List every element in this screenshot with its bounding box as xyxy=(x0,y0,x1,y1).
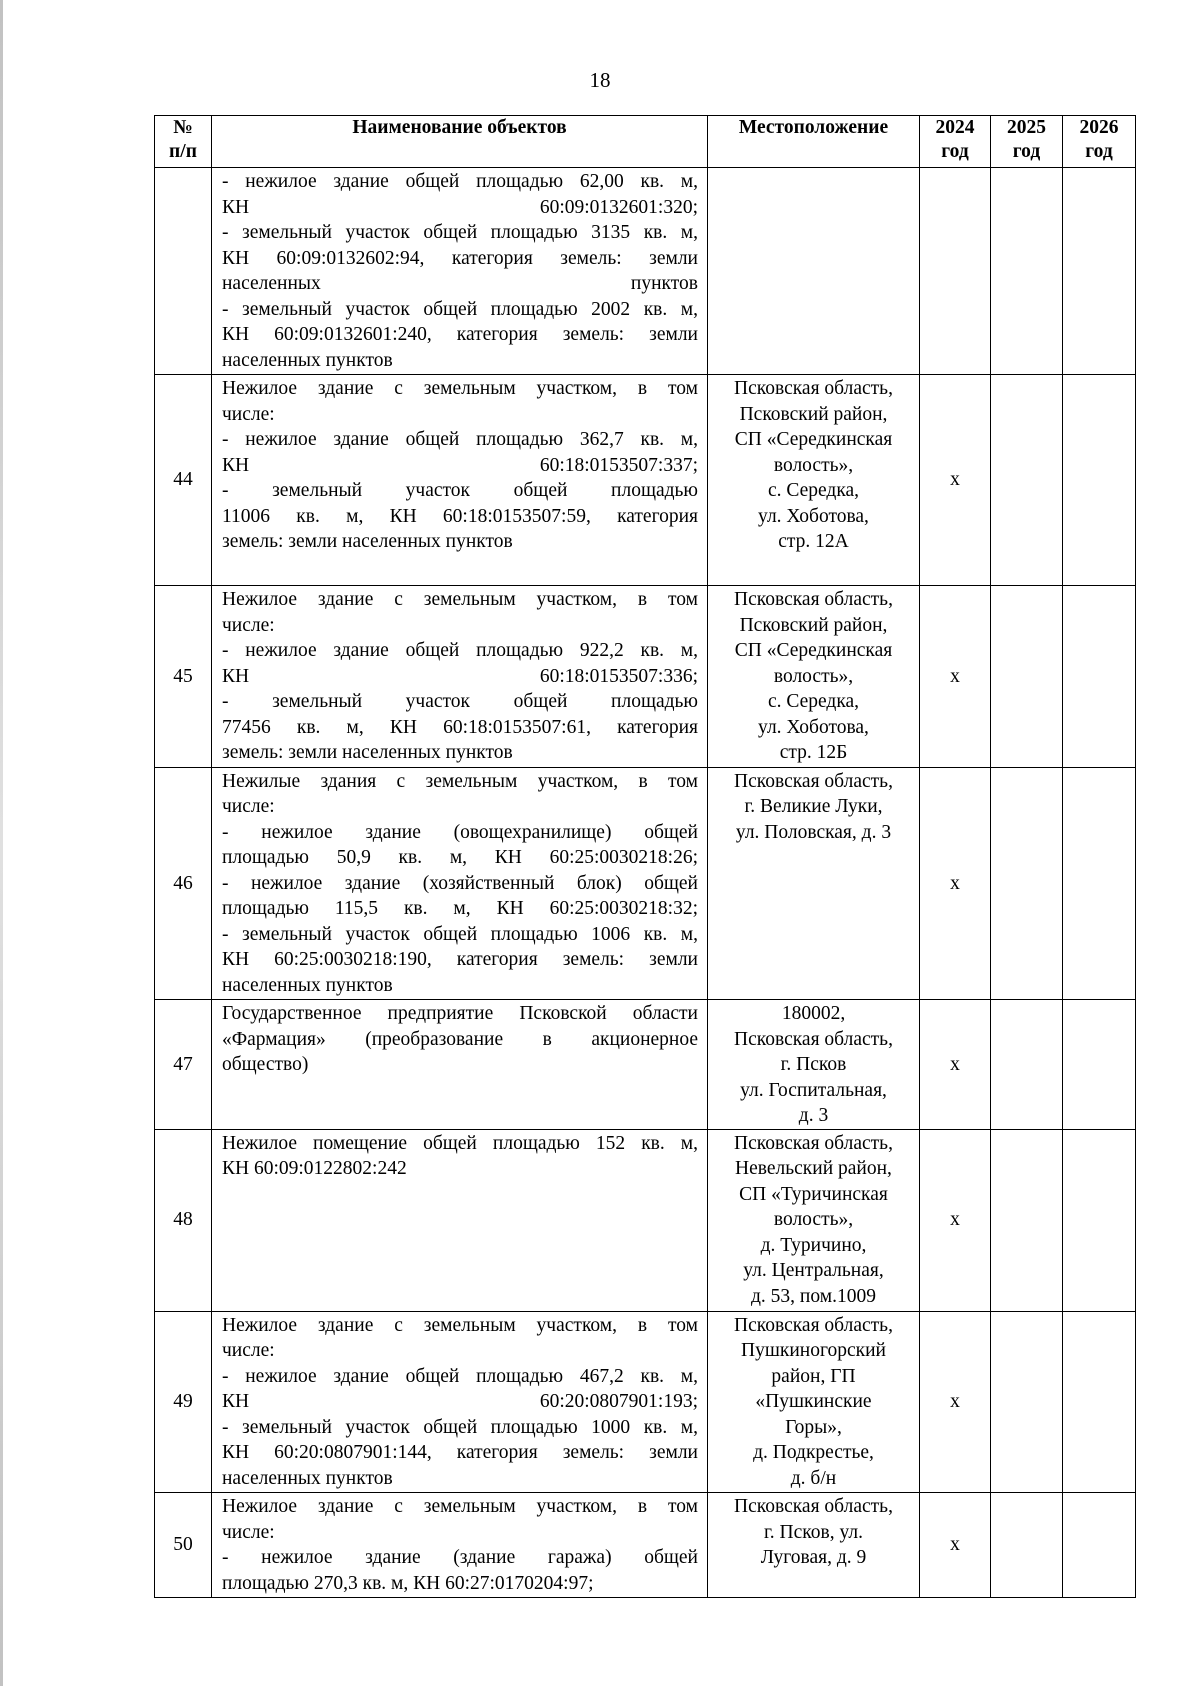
row-number: 44 xyxy=(155,375,212,586)
mark-2024: х xyxy=(920,1129,991,1311)
object-location xyxy=(708,1129,920,1311)
object-name-line: Нежилое здание с земельным участком, в том xyxy=(222,1314,698,1336)
location-line: д. Подкрестье, xyxy=(753,1442,874,1463)
object-name-line: КН 60:09:0122802:242 xyxy=(222,1158,407,1179)
location-line: ул. Хоботова, xyxy=(758,505,869,527)
mark-2024 xyxy=(920,168,991,375)
table-row xyxy=(155,1129,1136,1311)
row-number: 50 xyxy=(155,1493,212,1598)
mark-2025 xyxy=(991,586,1063,768)
object-name-line: «Фармация» (преобразование в акционерное xyxy=(222,1028,698,1050)
object-location xyxy=(708,1493,920,1598)
mark-2024: х xyxy=(920,767,991,1000)
location-line: Псковская область, xyxy=(734,1028,893,1050)
object-name-line: КН 60:09:0132602:94, категория земель: земли xyxy=(222,247,698,269)
object-name-line: населенных пунктов xyxy=(222,273,698,294)
header-num-line1: № xyxy=(173,117,193,138)
object-name-line: Государственное предприятие Псковской области xyxy=(222,1003,698,1024)
object-name-line: - земельный участок общей площадью 1000 кв. м, xyxy=(222,1416,698,1438)
mark-2026 xyxy=(1063,767,1136,1000)
table-row xyxy=(155,1493,1136,1598)
object-name xyxy=(212,586,708,768)
object-name-line: числе: xyxy=(222,1521,275,1543)
registry-table xyxy=(154,115,1136,1598)
mark-2024: х xyxy=(920,375,991,586)
object-location xyxy=(708,1000,920,1130)
location-line: волость», xyxy=(773,454,854,476)
location-line: г. Псков, ул. xyxy=(764,1521,863,1543)
location-line: Пушкиногорский xyxy=(741,1340,886,1361)
row-number: 48 xyxy=(155,1129,212,1311)
location-line: г. Псков xyxy=(780,1054,847,1075)
object-name xyxy=(212,1493,708,1598)
location-line: стр. 12А xyxy=(778,531,849,552)
object-name-line: КН 60:20:0807901:193; xyxy=(222,1391,698,1412)
location-line: Псковский район, xyxy=(739,403,888,425)
object-name-line: 11006 кв. м, КН 60:18:0153507:59, категория xyxy=(222,505,698,527)
object-name-line: числе: xyxy=(222,796,275,817)
object-name-line: земель: земли населенных пунктов xyxy=(222,742,513,763)
object-name-line: - земельный участок общей площадью 3135 кв. м, xyxy=(222,222,698,243)
mark-2024: х xyxy=(920,1311,991,1493)
object-location xyxy=(708,375,920,586)
object-name-line: КН 60:18:0153507:336; xyxy=(222,665,698,687)
object-name xyxy=(212,168,708,375)
location-line: 180002, xyxy=(781,1003,846,1024)
object-name-line: Нежилое помещение общей площадью 152 кв. м, xyxy=(222,1132,698,1154)
mark-2026 xyxy=(1063,375,1136,586)
row-number: 49 xyxy=(155,1311,212,1493)
object-name-line: - нежилое здание общей площадью 922,2 кв. м, xyxy=(222,640,698,661)
location-line: ул. Госпитальная, xyxy=(740,1079,887,1101)
location-line: Псковская область, xyxy=(734,1314,893,1336)
page-number: 18 xyxy=(589,68,611,92)
object-name-line: населенных пунктов xyxy=(222,1467,393,1489)
location-line: СП «Туричинская xyxy=(739,1183,888,1205)
header-location: Местоположение xyxy=(708,116,920,168)
object-name-line: - земельный участок общей площадью xyxy=(222,691,698,712)
object-location xyxy=(708,767,920,1000)
table-row xyxy=(155,1000,1136,1130)
mark-2024: х xyxy=(920,1000,991,1130)
header-year-2025-unit: год xyxy=(1012,141,1041,162)
mark-2025 xyxy=(991,1000,1063,1130)
table-row xyxy=(155,375,1136,586)
object-name xyxy=(212,767,708,1000)
mark-2025 xyxy=(991,1129,1063,1311)
object-name xyxy=(212,1129,708,1311)
header-num-line2: п/п xyxy=(169,141,197,162)
mark-2025 xyxy=(991,375,1063,586)
header-num xyxy=(155,116,212,168)
object-name xyxy=(212,1000,708,1130)
mark-2025 xyxy=(991,767,1063,1000)
location-line: с. Середка, xyxy=(767,691,860,712)
object-name xyxy=(212,375,708,586)
object-name-line: - нежилое здание (здание гаража) общей xyxy=(222,1547,698,1568)
location-line: Псковская область, xyxy=(734,378,893,399)
object-name-line: числе: xyxy=(222,403,275,425)
location-line: район, ГП xyxy=(771,1365,856,1387)
header-year-2024-label: 2024 xyxy=(935,117,975,138)
mark-2026 xyxy=(1063,1311,1136,1493)
location-line: д. 53, пом.1009 xyxy=(751,1285,876,1307)
object-name-line: КН 60:25:0030218:190, категория земель: земли xyxy=(222,949,698,970)
object-name-line: Нежилое здание с земельным участком, в том xyxy=(222,1496,698,1517)
mark-2026 xyxy=(1063,1000,1136,1130)
mark-2024: х xyxy=(920,1493,991,1598)
table-header-row xyxy=(155,116,1136,168)
header-name: Наименование объектов xyxy=(212,116,708,168)
header-year-2024 xyxy=(920,116,991,168)
object-name-line: - нежилое здание общей площадью 62,00 кв. м, xyxy=(222,171,698,192)
scan-edge xyxy=(0,0,3,1686)
object-name-line: Нежилые здания с земельным участком, в том xyxy=(222,770,698,792)
location-line: д. Туричино, xyxy=(760,1234,867,1256)
object-name-line: - нежилое здание (овощехранилище) общей xyxy=(222,821,698,843)
mark-2026 xyxy=(1063,168,1136,375)
location-line: ул. Центральная, xyxy=(743,1260,884,1281)
object-name-line: 77456 кв. м, КН 60:18:0153507:61, категория xyxy=(222,716,698,738)
location-line: волость», xyxy=(773,1209,854,1230)
row-number: 46 xyxy=(155,767,212,1000)
header-year-2026 xyxy=(1063,116,1136,168)
mark-2025 xyxy=(991,1311,1063,1493)
mark-2026 xyxy=(1063,586,1136,768)
object-name-line: - нежилое здание общей площадью 362,7 кв. м, xyxy=(222,429,698,450)
location-line: Горы», xyxy=(785,1416,842,1438)
mark-2024: х xyxy=(920,586,991,768)
object-name-line: КН 60:20:0807901:144, категория земель: земли xyxy=(222,1442,698,1463)
header-year-2026-label: 2026 xyxy=(1079,117,1119,138)
table-row xyxy=(155,1311,1136,1493)
mark-2026 xyxy=(1063,1493,1136,1598)
location-line: Луговая, д. 9 xyxy=(760,1547,867,1568)
object-name-line: общество) xyxy=(222,1054,309,1075)
object-name-line: площадью 115,5 кв. м, КН 60:25:0030218:32; xyxy=(222,898,698,919)
object-name-line: - земельный участок общей площадью 1006 кв. м, xyxy=(222,923,698,945)
location-line: Псковский район, xyxy=(739,614,888,636)
object-name-line: КН 60:09:0132601:240, категория земель: земли xyxy=(222,324,698,345)
header-year-2024-unit: год xyxy=(941,141,969,162)
location-line: с. Середка, xyxy=(767,480,860,501)
table-row xyxy=(155,168,1136,375)
location-line: Псковская область, xyxy=(734,589,893,610)
object-name-line: населенных пунктов xyxy=(222,349,393,371)
location-line: волость», xyxy=(773,665,854,687)
object-name xyxy=(212,1311,708,1493)
header-year-2026-unit: год xyxy=(1085,141,1113,162)
object-name-line: числе: xyxy=(222,614,275,636)
object-name-line: - нежилое здание общей площадью 467,2 кв. м, xyxy=(222,1365,698,1387)
location-line: ул. Половская, д. 3 xyxy=(735,821,892,843)
location-line: Псковская область, xyxy=(734,770,893,792)
object-name-line: числе: xyxy=(222,1340,275,1361)
location-line: Невельский район, xyxy=(735,1158,892,1179)
location-line: г. Великие Луки, xyxy=(744,796,883,817)
location-line: СП «Середкинская xyxy=(734,640,893,661)
object-location xyxy=(708,168,920,375)
object-name-line: площадью 270,3 кв. м, КН 60:27:0170204:97; xyxy=(222,1572,594,1594)
object-name-line: КН 60:09:0132601:320; xyxy=(222,196,698,218)
object-name-line: Нежилое здание с земельным участком, в том xyxy=(222,589,698,610)
object-name-line: площадью 50,9 кв. м, КН 60:25:0030218:26; xyxy=(222,847,698,868)
mark-2026 xyxy=(1063,1129,1136,1311)
location-line: Псковская область, xyxy=(734,1496,893,1517)
row-number xyxy=(155,168,212,375)
location-line: ул. Хоботова, xyxy=(758,716,869,738)
mark-2025 xyxy=(991,1493,1063,1598)
row-number: 45 xyxy=(155,586,212,768)
location-line: д. 3 xyxy=(798,1105,829,1126)
row-number: 47 xyxy=(155,1000,212,1130)
object-name-line: - нежилое здание (хозяйственный блок) общей xyxy=(222,872,698,894)
location-line: «Пушкинские xyxy=(755,1391,872,1412)
location-line: Псковская область, xyxy=(734,1132,893,1154)
location-line: д. б/н xyxy=(790,1467,837,1489)
object-name-line: населенных пунктов xyxy=(222,974,393,996)
header-year-2025 xyxy=(991,116,1063,168)
table-row xyxy=(155,767,1136,1000)
object-name-line: - земельный участок общей площадью 2002 кв. м, xyxy=(222,298,698,320)
object-name-line: земель: земли населенных пунктов xyxy=(222,531,513,552)
header-year-2025-label: 2025 xyxy=(1007,117,1046,138)
mark-2025 xyxy=(991,168,1063,375)
object-name-line: - земельный участок общей площадью xyxy=(222,480,698,501)
location-line: СП «Середкинская xyxy=(734,429,893,450)
object-name-line: КН 60:18:0153507:337; xyxy=(222,454,698,476)
table-row xyxy=(155,586,1136,768)
object-location xyxy=(708,1311,920,1493)
object-name-line: Нежилое здание с земельным участком, в том xyxy=(222,378,698,399)
location-line: стр. 12Б xyxy=(779,742,848,763)
object-location xyxy=(708,586,920,768)
